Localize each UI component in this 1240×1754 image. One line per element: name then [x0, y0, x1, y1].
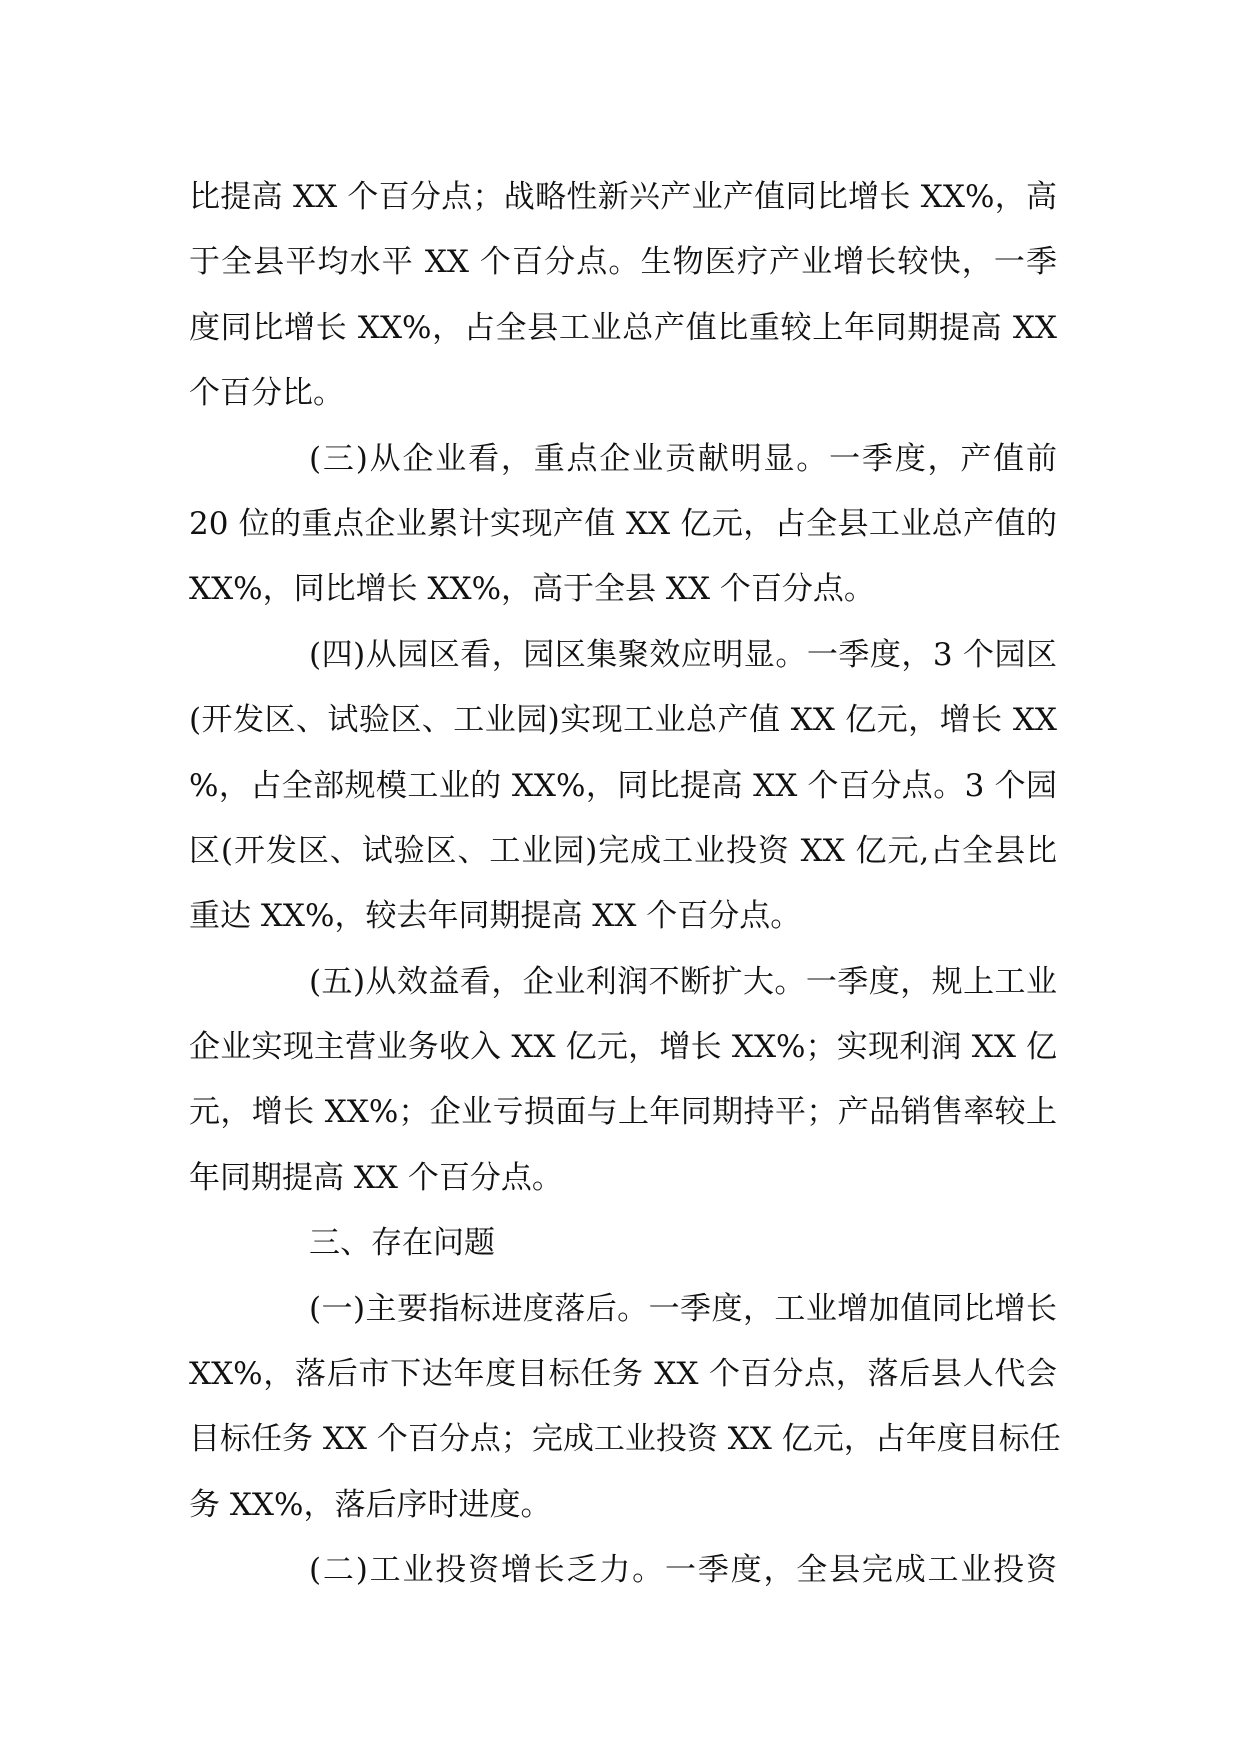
- text-line: 比提高 XX 个百分点；战略性新兴产业产值同比增长 XX%，高: [189, 179, 1057, 215]
- paragraph-heading-line: (四)从园区看，园区集聚效应明显。一季度，3 个园区: [309, 636, 1057, 673]
- text-line: 务 XX%，落后序时进度。: [189, 1486, 552, 1523]
- document-body: [189, 165, 1061, 1604]
- text-line: 度同比增长 XX%，占全县工业总产值比重较上年同期提高 XX: [189, 309, 1057, 346]
- section-heading: 三、存在问题: [309, 1225, 495, 1262]
- text-line: 重达 XX%，较去年同期提高 XX 个百分点。: [189, 898, 802, 935]
- text-line: 区(开发区、试验区、工业园)完成工业投资 XX 亿元,占全县比: [189, 832, 1057, 869]
- text-line: 企业实现主营业务收入 XX 亿元，增长 XX%；实现利润 XX 亿: [189, 1029, 1057, 1066]
- paragraph-heading-line: (一)主要指标进度落后。一季度，工业增加值同比增长: [309, 1290, 1057, 1327]
- paragraph-heading-line: (二)工业投资增长乏力。一季度，全县完成工业投资: [309, 1552, 1057, 1589]
- text-line: 目标任务 XX 个百分点；完成工业投资 XX 亿元，占年度目标任: [189, 1421, 1061, 1458]
- text-line: 于全县平均水平 XX 个百分点。生物医疗产业增长较快，一季: [189, 244, 1057, 281]
- paragraph-heading-line: (三)从企业看，重点企业贡献明显。一季度，产值前: [309, 440, 1057, 477]
- text-line: %，占全部规模工业的 XX%，同比提高 XX 个百分点。3 个园: [189, 767, 1057, 804]
- paragraph-heading-line: (五)从效益看，企业利润不断扩大。一季度，规上工业: [309, 963, 1057, 1000]
- text-line: (开发区、试验区、工业园)实现工业总产值 XX 亿元，增长 XX: [189, 702, 1057, 739]
- text-line: XX%，同比增长 XX%，高于全县 XX 个百分点。: [189, 571, 875, 608]
- text-line: 20 位的重点企业累计实现产值 XX 亿元，占全县工业总产值的: [189, 505, 1057, 542]
- text-line: 个百分比。: [189, 375, 344, 412]
- text-line: XX%，落后市下达年度目标任务 XX 个百分点，落后县人代会: [189, 1356, 1057, 1393]
- text-line: 年同期提高 XX 个百分点。: [189, 1159, 563, 1196]
- text-line: 元，增长 XX%；企业亏损面与上年同期持平；产品销售率较上: [189, 1094, 1057, 1131]
